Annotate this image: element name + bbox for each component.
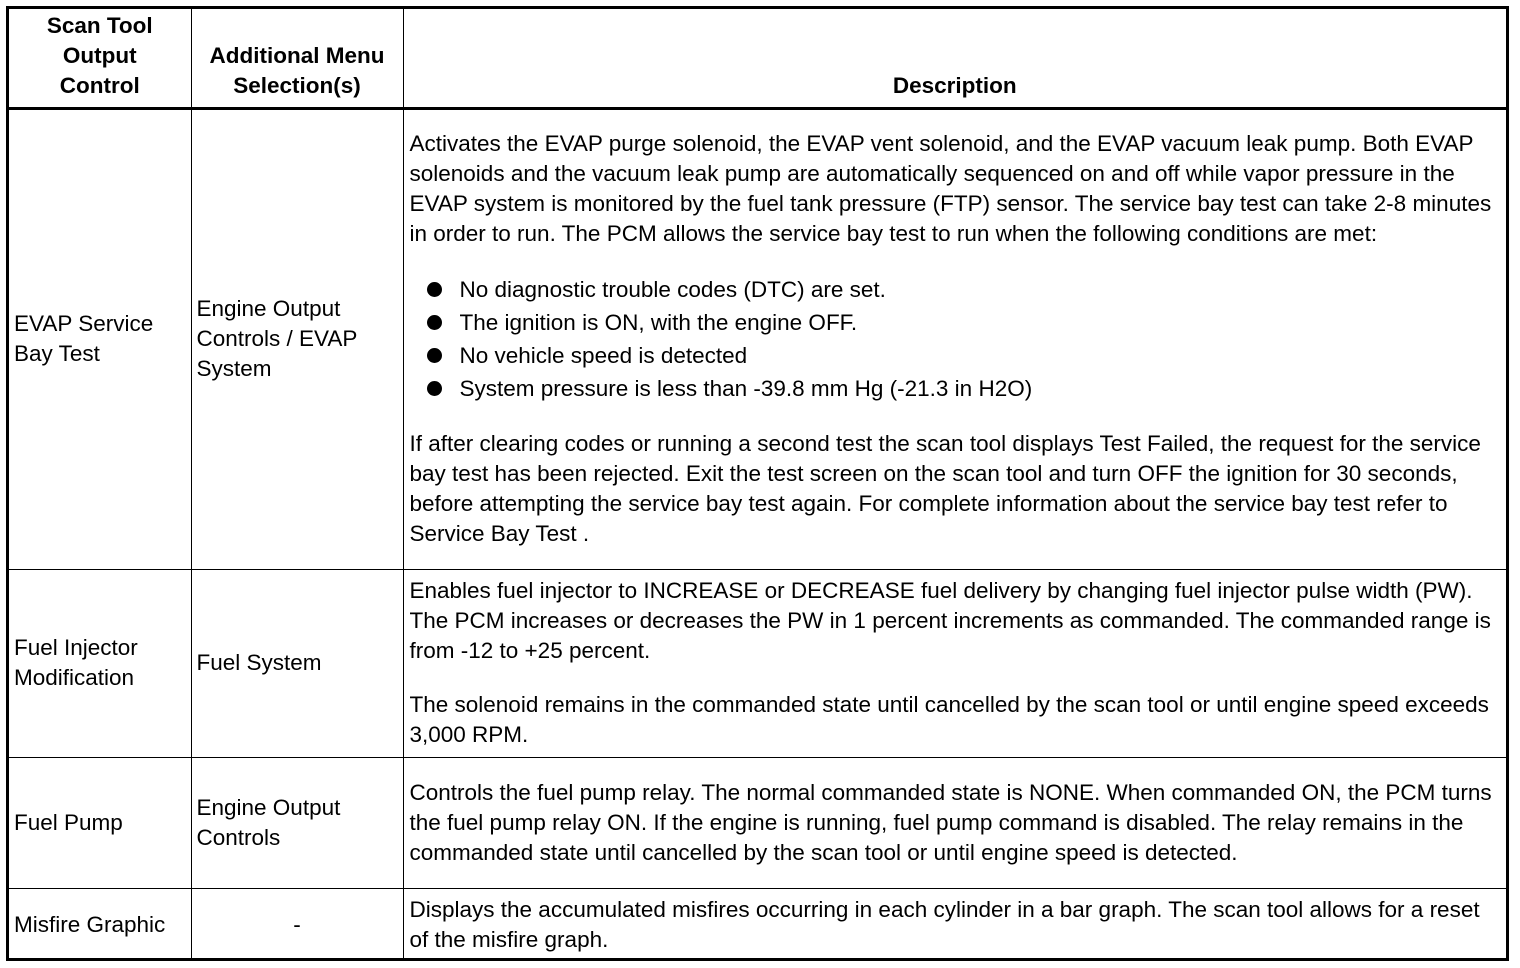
header-col1-line: Scan Tool <box>46 12 153 38</box>
conditions-list <box>410 273 1501 405</box>
header-col1-line: Output <box>62 42 137 68</box>
menu-line: Controls / EVAP <box>196 326 358 351</box>
control-line: Modification <box>14 665 135 690</box>
control-cell <box>9 108 191 569</box>
menu-line: Engine Output <box>196 296 341 321</box>
description-paragraph: The solenoid remains in the commanded state until cancelled by the scan tool or until engine speed exceeds 3,000 RPM. <box>409 692 1489 747</box>
table-row <box>9 757 1506 888</box>
condition-item <box>410 372 1501 405</box>
condition-item <box>410 306 1501 339</box>
condition-item <box>410 273 1501 306</box>
description-paragraph: Controls the fuel pump relay. The normal commanded state is NONE. When commanded ON, the PCM turns the fuel pump relay ON. If the engine is running, fuel pump command is disabled. The relay remains in the commanded state until cancelled by the scan tool or until engine speed is detected. <box>409 779 1492 865</box>
condition-text: No diagnostic trouble codes (DTC) are set. <box>459 277 886 302</box>
condition-text: System pressure is less than -39.8 mm Hg (-21.3 in H2O) <box>459 376 1033 401</box>
menu-selection-cell: Fuel System <box>191 569 403 757</box>
header-scan-tool-output-control <box>9 9 191 108</box>
menu-selection-cell <box>191 108 403 569</box>
description-paragraph: If after clearing codes or running a second test the scan tool displays Test Failed, the request for the service bay test has been rejected. Exit the test screen on the scan tool and turn OFF the ignition for 30 seconds, before attempting the service bay test again. For complete information about the service bay test refer to Service Bay Test . <box>409 431 1481 546</box>
scan-tool-output-controls-table-frame <box>6 6 1509 961</box>
bullet-icon <box>427 282 442 297</box>
description-cell <box>403 569 1506 757</box>
menu-line: System <box>196 356 272 381</box>
condition-text: The ignition is ON, with the engine OFF. <box>459 310 858 335</box>
condition-text: No vehicle speed is detected <box>459 343 748 368</box>
header-col1-line: Control <box>59 72 140 98</box>
menu-line: Controls <box>196 824 281 850</box>
bullet-icon <box>427 315 442 330</box>
header-row <box>9 9 1506 108</box>
menu-selection-cell: - <box>191 888 403 961</box>
table-row <box>9 888 1506 961</box>
control-cell <box>9 569 191 757</box>
description-paragraph: Displays the accumulated misfires occurring in each cylinder in a bar graph. The scan tool allows for a reset of the misfire graph. <box>409 896 1480 952</box>
condition-item <box>410 339 1501 372</box>
description-cell <box>403 888 1506 961</box>
bullet-icon <box>427 348 442 363</box>
description-paragraph: Enables fuel injector to INCREASE or DECREASE fuel delivery by changing fuel injector pulse width (PW). The PCM increases or decreases the PW in 1 percent increments as commanded. The commanded range is from -12 to +25 percent. <box>409 578 1491 663</box>
description-cell <box>403 757 1506 888</box>
header-description: Description <box>403 9 1506 108</box>
bullet-icon <box>427 381 442 396</box>
header-col2-line: Selection(s) <box>233 72 361 98</box>
control-line: EVAP Service <box>14 311 154 336</box>
menu-line: Engine Output <box>196 794 341 820</box>
description-cell <box>403 108 1506 569</box>
control-line: Bay Test <box>14 341 100 366</box>
header-additional-menu-selections <box>191 9 403 108</box>
table-row <box>9 108 1506 569</box>
scan-tool-output-controls-table <box>9 9 1506 961</box>
table-row <box>9 569 1506 757</box>
control-cell: Fuel Pump <box>9 757 191 888</box>
header-col2-line: Additional Menu <box>209 42 385 68</box>
description-paragraph: Activates the EVAP purge solenoid, the EVAP vent solenoid, and the EVAP vacuum leak pump. Both EVAP solenoids and the vacuum leak pump are automatically sequenced on and off while vapor pressure in the EVAP system is monitored by the fuel tank pressure (FTP) sensor. The service bay test can take 2-8 minutes in order to run. The PCM allows the service bay test to run when the following conditions are met: <box>409 131 1492 246</box>
menu-selection-cell <box>191 757 403 888</box>
control-line: Fuel Injector <box>14 635 138 660</box>
control-cell: Misfire Graphic <box>9 888 191 961</box>
